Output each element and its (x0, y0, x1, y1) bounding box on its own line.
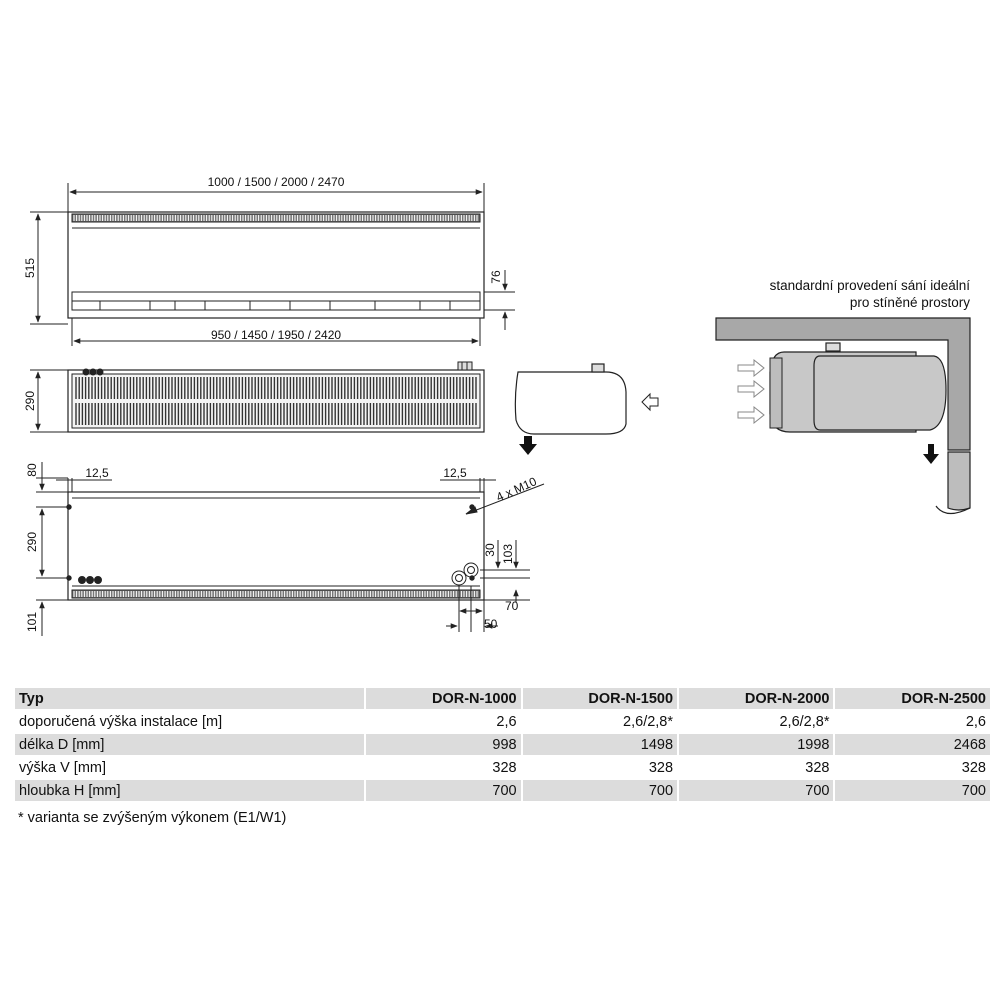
table-row (15, 734, 990, 755)
bottom-bolt-spacing-dim: 290 (25, 531, 39, 553)
side-view (30, 362, 484, 432)
header-model: DOR-N-2000 (677, 688, 833, 709)
bottom-view (36, 462, 544, 636)
conn-height-1-dim: 30 (483, 543, 497, 557)
table-cell: 2,6/2,8* (677, 711, 833, 732)
row-label: hloubka H [mm] (15, 780, 364, 801)
conn-height-2-dim: 103 (501, 543, 515, 565)
spec-table (15, 686, 990, 803)
table-cell: 2468 (833, 734, 990, 755)
side-profile (515, 364, 658, 455)
footnote: * varianta se zvýšeným výkonem (E1/W1) (18, 810, 287, 826)
conn-offset-2-dim: 50 (484, 617, 498, 631)
row-label: délka D [mm] (15, 734, 364, 755)
front-width-dim: 1000 / 1500 / 2000 / 2470 (207, 175, 345, 189)
table-cell: 2,6 (364, 711, 520, 732)
header-model: DOR-N-1500 (521, 688, 677, 709)
table-cell: 328 (521, 757, 677, 778)
side-height-dim: 290 (23, 390, 37, 412)
table-cell: 700 (677, 780, 833, 801)
header-model: DOR-N-2500 (833, 688, 990, 709)
table-row (15, 711, 990, 732)
header-type: Typ (15, 688, 364, 709)
installation-caption-line1: standardní provedení sání ideální (769, 278, 970, 293)
row-label: výška V [mm] (19, 759, 107, 776)
table-cell: 2,6/2,8* (521, 711, 677, 732)
table-cell: 1498 (521, 734, 677, 755)
table-cell: 700 (364, 780, 520, 801)
front-inner-width-dim: 950 / 1450 / 1950 / 2420 (210, 328, 342, 342)
table-cell: 328 (364, 757, 520, 778)
table-cell: 328 (833, 757, 990, 778)
table-cell: 700 (833, 780, 990, 801)
table-cell: 328 (677, 757, 833, 778)
conn-offset-1-dim: 70 (505, 599, 519, 613)
table-cell: 700 (521, 780, 677, 801)
table-header-row (15, 688, 990, 709)
row-label: doporučená výška instalace [m] (19, 713, 223, 730)
bolt-label: 4 x M10 (494, 474, 539, 505)
bottom-left-edge-dim: 12,5 (85, 466, 109, 480)
table-cell: 1998 (677, 734, 833, 755)
installation-caption-line2: pro stíněné prostory (849, 295, 970, 310)
bottom-top-margin-dim: 80 (25, 463, 39, 477)
front-height-dim: 515 (23, 257, 37, 279)
header-model: DOR-N-1000 (364, 688, 520, 709)
table-cell: 2,6 (833, 711, 990, 732)
front-offset-dim: 76 (489, 270, 503, 284)
bottom-depth-dim: 101 (25, 611, 39, 633)
front-view (30, 183, 515, 346)
bottom-right-edge-dim: 12,5 (443, 466, 467, 480)
table-cell: 998 (364, 734, 520, 755)
table-row (15, 757, 990, 778)
installation-diagram (716, 318, 970, 514)
table-row (15, 780, 990, 801)
